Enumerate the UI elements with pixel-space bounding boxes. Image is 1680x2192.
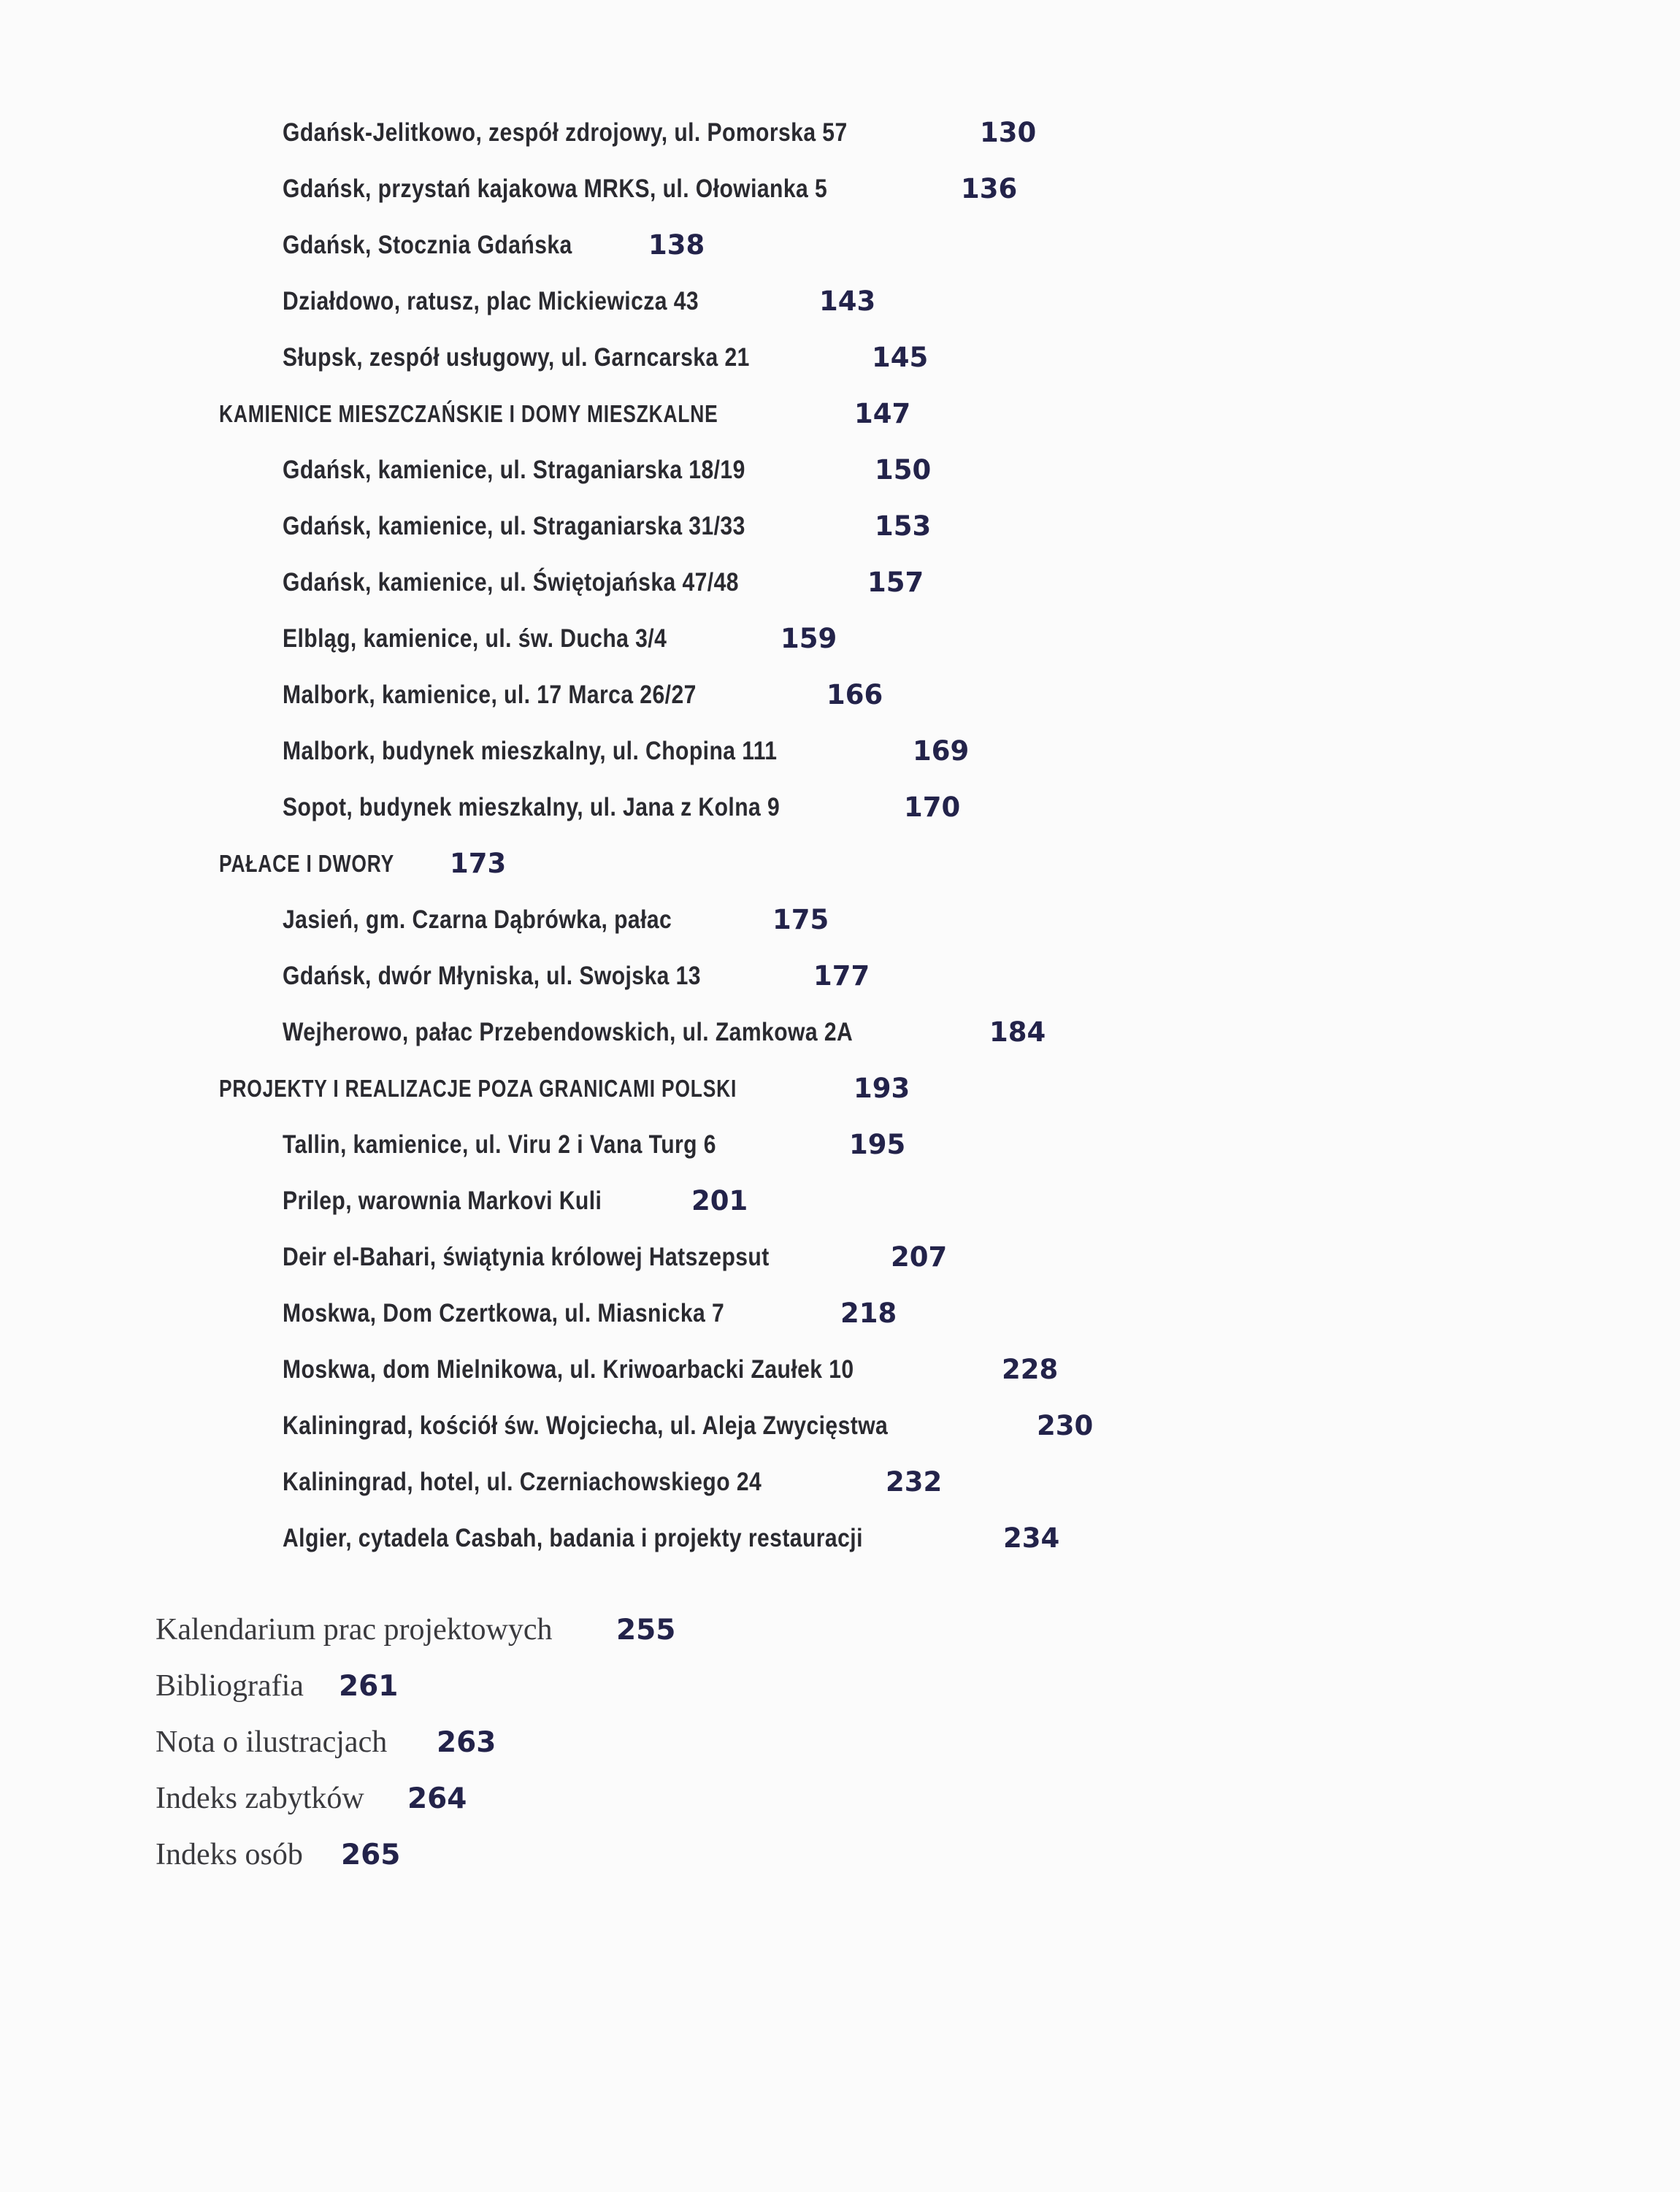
toc-entry bbox=[283, 723, 970, 779]
toc-backmatter-entry bbox=[156, 1827, 401, 1883]
toc-entry-page-number: 138 bbox=[648, 229, 705, 261]
toc-backmatter-page-number: 261 bbox=[339, 1670, 399, 1703]
toc-entry-title: Algier, cytadela Casbah, badania i projekty restauracji bbox=[283, 1524, 863, 1552]
toc-entry-page-number: 175 bbox=[772, 904, 829, 935]
toc-backmatter-page-number: 264 bbox=[407, 1782, 467, 1815]
toc-entry-title: Malbork, budynek mieszkalny, ul. Chopina 111 bbox=[283, 737, 778, 765]
toc-backmatter-title: Indeks zabytków bbox=[156, 1782, 364, 1815]
toc-entry bbox=[283, 442, 932, 498]
toc-entry bbox=[283, 161, 1018, 217]
toc-entry bbox=[283, 329, 929, 386]
toc-entry-page-number: 207 bbox=[891, 1241, 948, 1273]
toc-entry-page-number: 184 bbox=[989, 1016, 1046, 1048]
toc-backmatter-entry bbox=[156, 1658, 399, 1714]
toc-entry-title: Prilep, warownia Markovi Kuli bbox=[283, 1187, 602, 1215]
toc-backmatter-entry bbox=[156, 1771, 467, 1827]
toc-entry-page-number: 136 bbox=[961, 173, 1018, 204]
toc-entry-title: Moskwa, Dom Czertkowa, ul. Miasnicka 7 bbox=[283, 1299, 725, 1327]
toc-entry-page-number: 230 bbox=[1037, 1410, 1094, 1441]
toc-section-title: PROJEKTY I REALIZACJE POZA GRANICAMI POLSKI bbox=[219, 1075, 737, 1102]
toc-entry-title: Wejherowo, pałac Przebendowskich, ul. Zamkowa 2A bbox=[283, 1018, 854, 1046]
toc-entry-page-number: 166 bbox=[826, 679, 883, 710]
toc-entry bbox=[283, 273, 876, 329]
toc-entry-page-number: 147 bbox=[854, 398, 911, 429]
toc-section-heading bbox=[219, 1060, 910, 1116]
toc-entry-title: Gdańsk, kamienice, ul. Świętojańska 47/48 bbox=[283, 568, 739, 597]
toc-entry-title: Gdańsk, dwór Młyniska, ul. Swojska 13 bbox=[283, 962, 701, 990]
toc-backmatter-entry bbox=[156, 1714, 496, 1771]
toc-entry-title: Gdańsk, kamienice, ul. Straganiarska 18/19 bbox=[283, 456, 745, 484]
toc-entry bbox=[283, 217, 705, 273]
toc-entry-title: Kaliningrad, kościół św. Wojciecha, ul. Aleja Zwycięstwa bbox=[283, 1411, 889, 1440]
toc-entry bbox=[283, 1285, 897, 1341]
toc-entry-title: Działdowo, ratusz, plac Mickiewicza 43 bbox=[283, 287, 699, 315]
toc-entry bbox=[283, 554, 924, 610]
toc-section-title: PAŁACE I DWORY bbox=[219, 850, 394, 877]
toc-entry-page-number: 234 bbox=[1003, 1522, 1060, 1554]
toc-entry-title: Jasień, gm. Czarna Dąbrówka, pałac bbox=[283, 905, 672, 934]
toc-section-title: KAMIENICE MIESZCZAŃSKIE I DOMY MIESZKALNE bbox=[219, 400, 718, 427]
toc-entry-page-number: 145 bbox=[872, 342, 929, 373]
toc-entry-page-number: 232 bbox=[886, 1466, 943, 1498]
toc-section-heading bbox=[219, 386, 911, 442]
toc-entry bbox=[283, 498, 932, 554]
toc-entry-page-number: 157 bbox=[867, 567, 924, 598]
toc-entry-page-number: 153 bbox=[875, 510, 932, 542]
toc-entry-title: Malbork, kamienice, ul. 17 Marca 26/27 bbox=[283, 681, 697, 709]
toc-entry-page-number: 218 bbox=[840, 1298, 897, 1329]
toc-entry-title: Gdańsk, kamienice, ul. Straganiarska 31/33 bbox=[283, 512, 745, 540]
toc-entry-title: Gdańsk, Stocznia Gdańska bbox=[283, 231, 572, 259]
toc-backmatter-page-number: 265 bbox=[341, 1839, 401, 1871]
toc-entry bbox=[283, 104, 1037, 161]
toc-entry bbox=[283, 667, 883, 723]
toc-entry-page-number: 159 bbox=[780, 623, 837, 654]
toc-section-heading bbox=[219, 835, 507, 892]
toc-entry-title: Elbląg, kamienice, ul. św. Ducha 3/4 bbox=[283, 624, 667, 653]
toc-entry bbox=[283, 1454, 943, 1510]
toc-backmatter-title: Nota o ilustracjach bbox=[156, 1725, 388, 1759]
toc-entry bbox=[283, 779, 961, 835]
toc-entry bbox=[283, 1510, 1060, 1566]
toc-entry-page-number: 195 bbox=[849, 1129, 906, 1160]
toc-backmatter-title: Kalendarium prac projektowych bbox=[156, 1613, 553, 1647]
toc-entry bbox=[283, 1004, 1046, 1060]
toc-entry-page-number: 143 bbox=[819, 286, 876, 317]
toc-entry bbox=[283, 1229, 948, 1285]
toc-backmatter-title: Indeks osób bbox=[156, 1838, 303, 1871]
toc-entry-title: Kaliningrad, hotel, ul. Czerniachowskiego 24 bbox=[283, 1468, 762, 1496]
toc-entry-page-number: 201 bbox=[691, 1185, 748, 1216]
toc-backmatter-title: Bibliografia bbox=[156, 1669, 304, 1703]
toc-entry-title: Gdańsk, przystań kajakowa MRKS, ul. Ołowianka 5 bbox=[283, 175, 828, 203]
toc-backmatter-entry bbox=[156, 1602, 676, 1658]
toc-backmatter-page-number: 255 bbox=[616, 1614, 676, 1647]
toc-entry-page-number: 173 bbox=[450, 848, 507, 879]
toc-entry bbox=[283, 610, 837, 667]
toc-entry-title: Deir el-Bahari, świątynia królowej Hatszepsut bbox=[283, 1243, 770, 1271]
toc-entry-title: Gdańsk-Jelitkowo, zespół zdrojowy, ul. Pomorska 57 bbox=[283, 118, 848, 147]
toc-entry bbox=[283, 892, 829, 948]
toc-entry bbox=[283, 1173, 748, 1229]
toc-entry-page-number: 193 bbox=[854, 1073, 910, 1104]
toc-entry-page-number: 169 bbox=[913, 735, 970, 767]
toc-entry-title: Moskwa, dom Mielnikowa, ul. Kriwoarbacki Zaułek 10 bbox=[283, 1355, 854, 1384]
toc-entry-page-number: 150 bbox=[875, 454, 932, 486]
toc-entry-page-number: 130 bbox=[980, 117, 1037, 148]
toc-entry-page-number: 228 bbox=[1002, 1354, 1059, 1385]
toc-entry-title: Sopot, budynek mieszkalny, ul. Jana z Kolna 9 bbox=[283, 793, 780, 821]
toc-entry-page-number: 170 bbox=[904, 792, 961, 823]
toc-backmatter-page-number: 263 bbox=[437, 1726, 496, 1759]
toc-entry-title: Słupsk, zespół usługowy, ul. Garncarska 21 bbox=[283, 343, 750, 372]
toc-entry bbox=[283, 1341, 1059, 1398]
toc-entry bbox=[283, 1116, 906, 1173]
toc-entry bbox=[283, 1398, 1094, 1454]
toc-entry-title: Tallin, kamienice, ul. Viru 2 i Vana Turg 6 bbox=[283, 1130, 716, 1159]
toc-entry-page-number: 177 bbox=[813, 960, 870, 992]
toc-entry bbox=[283, 948, 870, 1004]
